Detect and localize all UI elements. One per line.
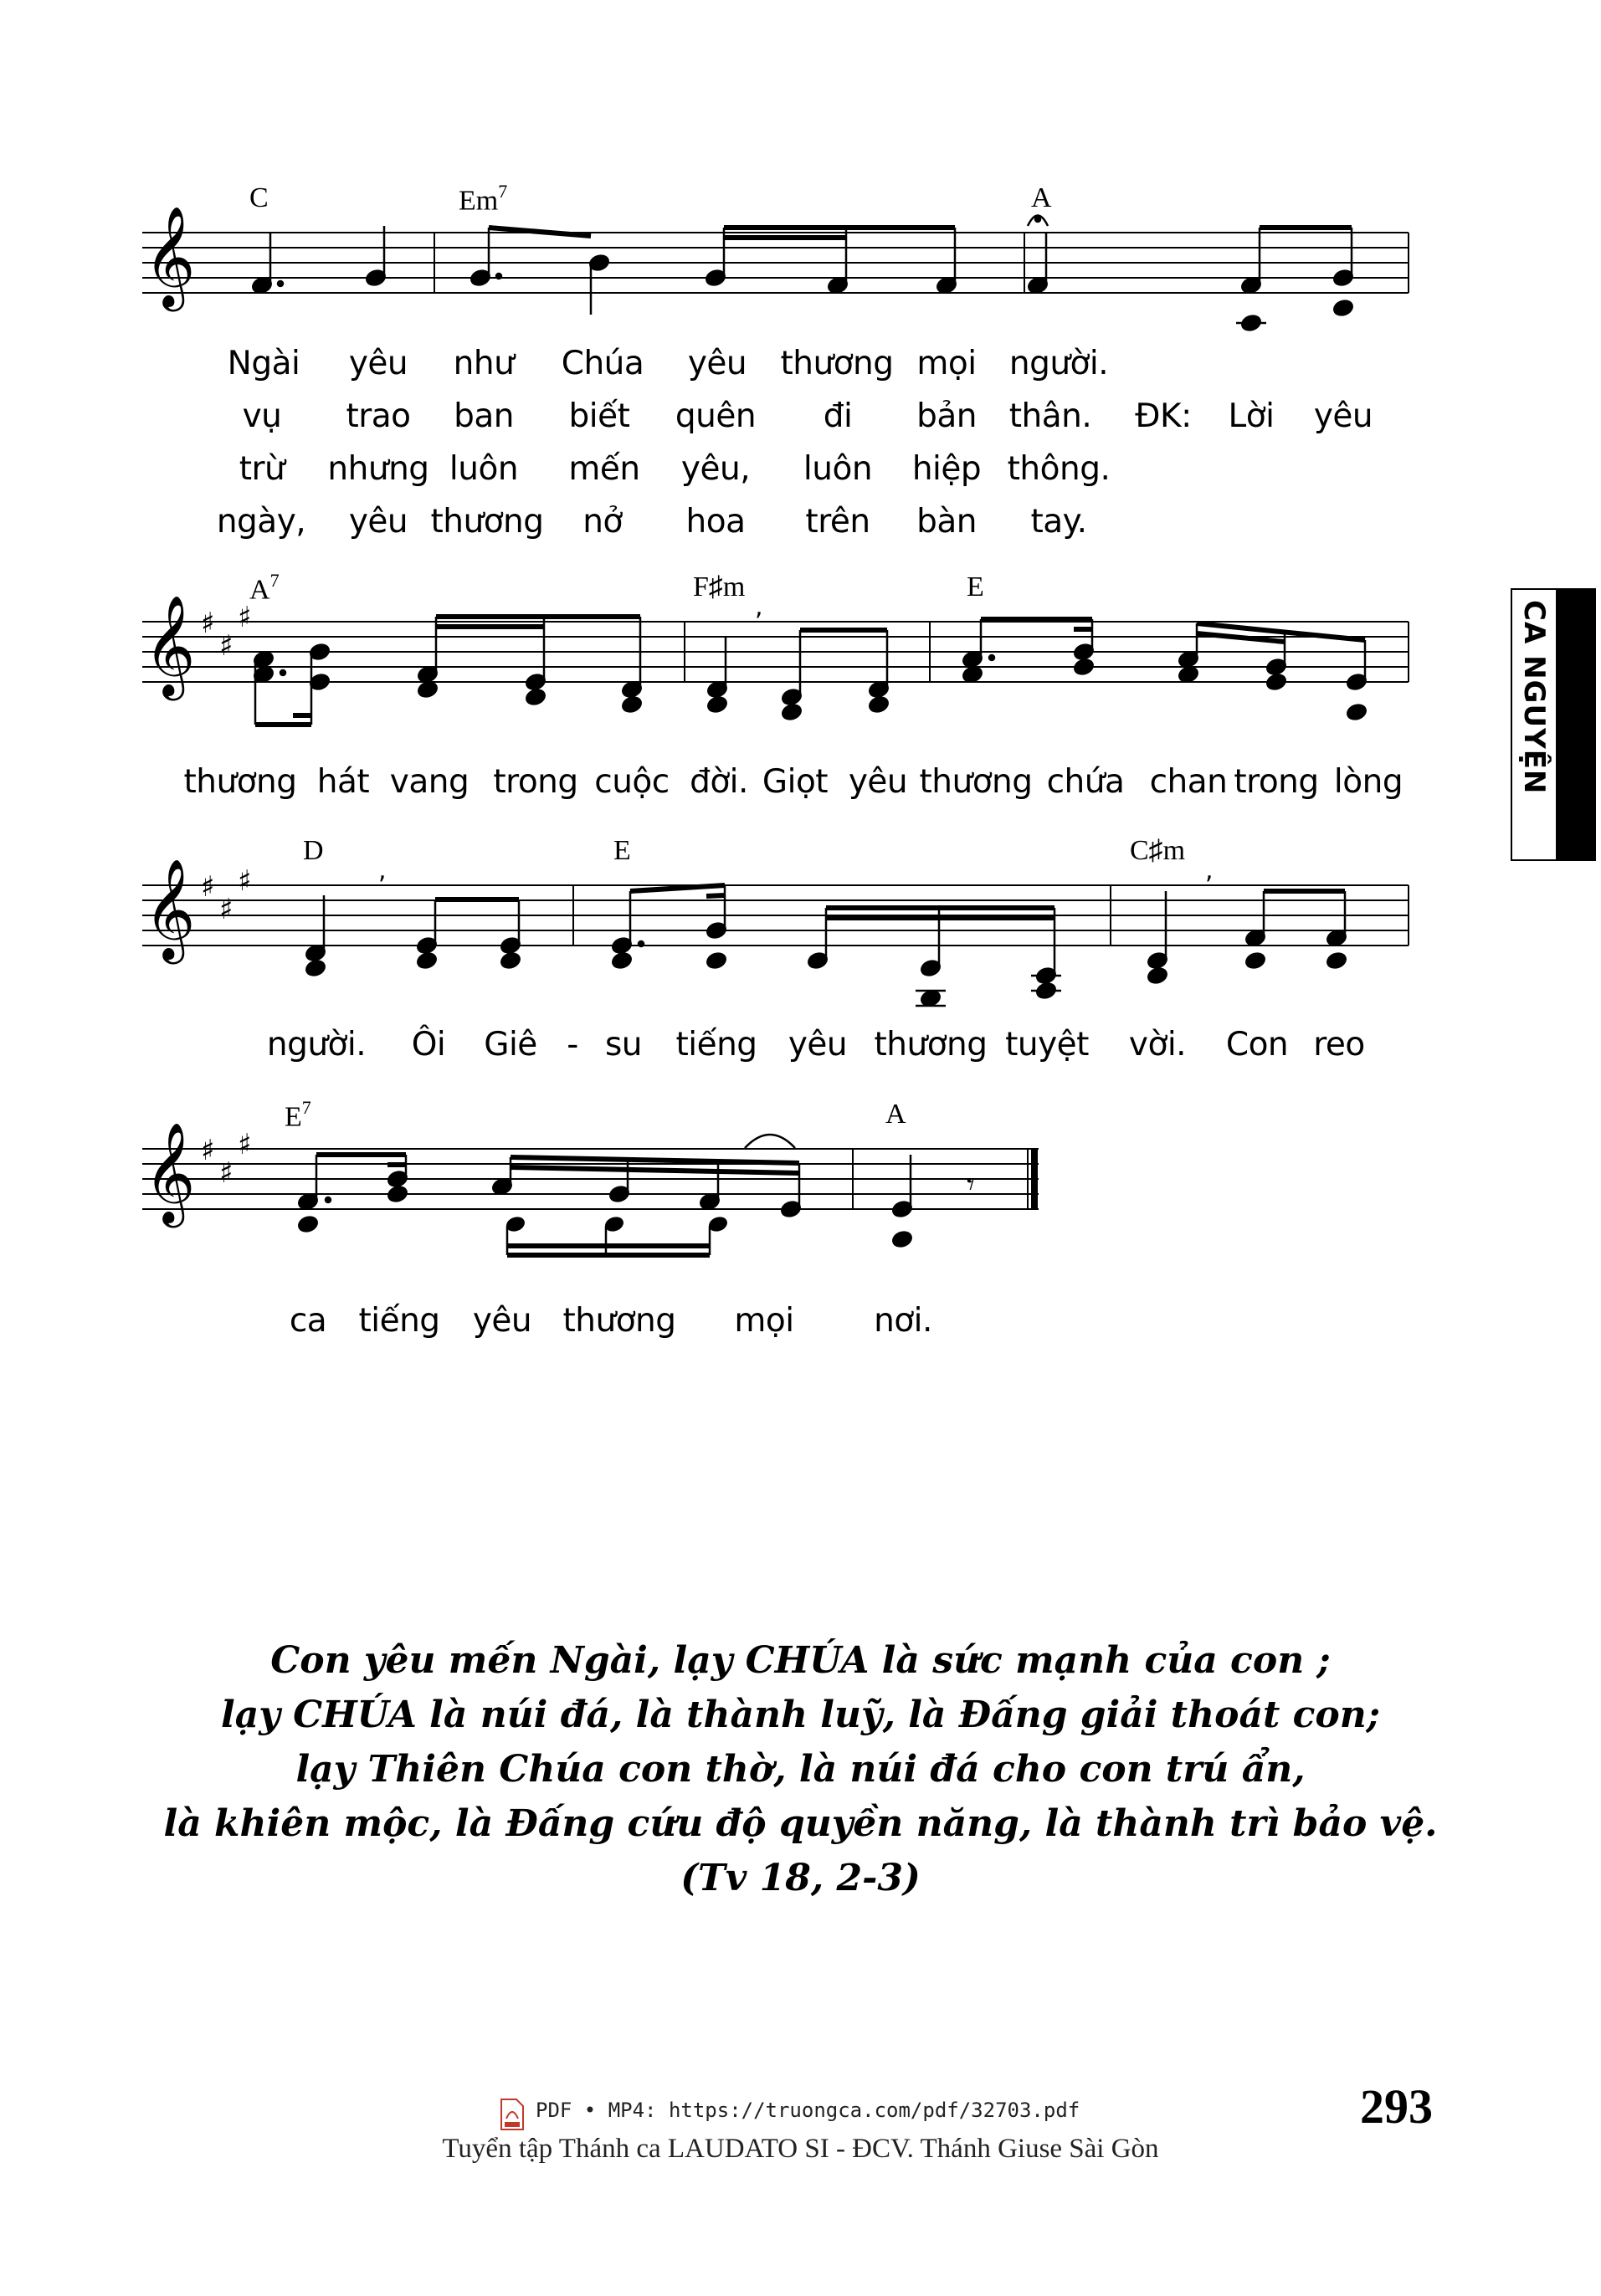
treble-clef-icon: 𝄞: [144, 205, 196, 307]
lyric-syllable: thương: [430, 503, 544, 541]
lyric-syllable: thương: [183, 763, 297, 801]
lyric-syllable: cuộc: [594, 763, 670, 801]
breath-mark-icon: ,: [378, 856, 387, 885]
lyric-syllable: thương: [919, 763, 1033, 801]
chord-label: E: [613, 835, 631, 866]
lyric-syllable: đời.: [690, 763, 748, 801]
lyric-syllable: ban: [454, 397, 514, 435]
lyric-syllable: luôn: [449, 450, 519, 488]
lyric-syllable: trên: [805, 503, 870, 541]
lyric-syllable: vời.: [1128, 1026, 1187, 1063]
lyric-syllable: vụ: [242, 397, 282, 435]
lyric-syllable: tuyệt: [1005, 1026, 1089, 1063]
lyric-syllable: hiệp: [911, 450, 982, 488]
lyric-syllable: quên: [675, 397, 757, 435]
staff-3: [142, 885, 1409, 946]
lyric-syllable: yêu: [348, 345, 408, 382]
quote-line: lạy CHÚA là núi đá, là thành luỹ, là Đấng giải thoát con;: [220, 1694, 1380, 1736]
lyric-syllable: trong: [1234, 763, 1319, 801]
lyric-syllable: yêu,: [680, 450, 751, 488]
section-tab-box: [1511, 588, 1557, 861]
lyric-syllable: nhưng: [327, 450, 429, 488]
lyric-syllable: Giê: [484, 1026, 537, 1063]
sharp-icon: ♯: [219, 893, 233, 926]
sharp-icon: ♯: [219, 1156, 233, 1190]
lyric-syllable: Lời: [1228, 397, 1275, 435]
quote-reference: (Tv 18, 2-3): [680, 1857, 921, 1899]
lyric-syllable: người.: [1008, 345, 1109, 382]
treble-clef-icon: 𝄞: [144, 858, 196, 960]
lyric-syllable: nơi.: [874, 1302, 932, 1340]
quote-line: lạy Thiên Chúa con thờ, là núi đá cho con trú ẩn,: [295, 1748, 1306, 1791]
sharp-icon: ♯: [201, 870, 215, 904]
lyric-syllable: biết: [568, 397, 630, 435]
lyric-syllable: bản: [916, 397, 977, 435]
lyric-syllable: yêu: [348, 503, 408, 541]
section-tab-label: CA NGUYỆN: [1517, 600, 1551, 795]
lyric-syllable: lòng: [1333, 763, 1403, 801]
lyric-syllable: trừ: [239, 450, 285, 488]
lyric-syllable: -: [567, 1026, 578, 1063]
lyric-syllable: Giọt: [762, 763, 829, 801]
lyric-syllable: chứa: [1046, 763, 1125, 801]
lyric-syllable: ca: [289, 1302, 327, 1340]
lyric-syllable: thân.: [1008, 397, 1092, 435]
pdf-source-link[interactable]: PDF • MP4: https://truongca.com/pdf/32703.pdf: [536, 2099, 1080, 2122]
lyric-syllable: Ôi: [411, 1026, 446, 1063]
page-number: 293: [1360, 2079, 1433, 2134]
lyric-syllable: tiếng: [675, 1026, 757, 1063]
lyric-syllable: Ngài: [227, 345, 300, 382]
lyric-syllable: luôn: [803, 450, 873, 488]
chord-label: $A^7$: [249, 570, 280, 606]
lyric-syllable: Con: [1225, 1026, 1289, 1063]
breath-mark-icon: ,: [1205, 856, 1214, 885]
sharp-icon: ♯: [219, 629, 233, 663]
chord-label: E: [967, 571, 984, 602]
lyric-syllable: su: [604, 1026, 643, 1063]
lyric-syllable: yêu: [472, 1302, 532, 1340]
quote-line: là khiên mộc, là Đấng cứu độ quyền năng, là thành trì bảo vệ.: [163, 1802, 1438, 1845]
treble-clef-icon: 𝄞: [144, 594, 196, 696]
sharp-icon: ♯: [238, 601, 252, 634]
lyric-syllable: vang: [389, 763, 470, 801]
lyric-syllable: yêu: [788, 1026, 848, 1063]
chord-label: D: [303, 835, 324, 866]
sharp-icon: ♯: [238, 864, 252, 898]
lyric-syllable: trong: [493, 763, 578, 801]
chord-label: Em$^7$: [459, 181, 508, 217]
section-side-tab: [1511, 588, 1596, 859]
lyric-syllable: yêu: [1313, 397, 1373, 435]
lyric-syllable: mọi: [734, 1302, 794, 1340]
staff-1: [142, 233, 1409, 293]
lyric-syllable: thương: [874, 1026, 988, 1063]
chord-label: C: [249, 182, 269, 213]
lyric-syllable: đi: [823, 397, 853, 435]
lyric-syllable: mọi: [916, 345, 977, 382]
sharp-icon: ♯: [201, 607, 215, 640]
lyric-syllable: tay.: [1030, 503, 1087, 541]
lyric-syllable: thương: [562, 1302, 676, 1340]
lyric-syllable: chan: [1149, 763, 1228, 801]
lyric-syllable: nở: [582, 503, 623, 541]
sharp-icon: ♯: [238, 1128, 252, 1161]
lyric-syllable: Chúa: [561, 345, 644, 382]
lyric-syllable: trao: [346, 397, 411, 435]
pdf-icon: [500, 2099, 525, 2130]
breath-mark-icon: ,: [755, 592, 763, 622]
chord-label: C♯m: [1130, 835, 1186, 866]
lyric-syllable: hoa: [685, 503, 746, 541]
scripture-quote: [0, 1633, 1601, 1905]
lyric-syllable: mến: [568, 450, 640, 488]
lyric-syllable: thông.: [1007, 450, 1111, 488]
chord-label: $E^7$: [285, 1097, 311, 1133]
treble-clef-icon: 𝄞: [144, 1121, 196, 1223]
chord-label: F♯m: [693, 571, 746, 602]
staff-2: [142, 622, 1409, 682]
lyric-syllable: người.: [266, 1026, 367, 1063]
sharp-icon: ♯: [201, 1134, 215, 1167]
lyric-syllable: reo: [1313, 1026, 1365, 1063]
book-footer: Tuyển tập Thánh ca LAUDATO SI - ĐCV. Thánh Giuse Sài Gòn: [442, 2134, 1159, 2164]
eighth-rest-icon: 𝄾: [967, 1168, 975, 1202]
lyric-syllable: yêu: [848, 763, 908, 801]
lyric-syllable: hát: [316, 763, 370, 801]
section-tab-bar: [1557, 588, 1596, 861]
lyric-syllable: thương: [780, 345, 894, 382]
quote-line: Con yêu mến Ngài, lạy CHÚA là sức mạnh của con ;: [270, 1639, 1331, 1682]
lyric-syllable: như: [453, 345, 515, 382]
chord-label: A: [885, 1099, 906, 1130]
lyric-syllable: tiếng: [358, 1302, 440, 1340]
lyric-syllable: ngày,: [216, 503, 306, 541]
chord-label: A: [1031, 182, 1052, 213]
lyric-syllable: yêu: [687, 345, 747, 382]
lyric-syllable: bàn: [916, 503, 977, 541]
lyric-syllable: ĐK:: [1135, 397, 1192, 435]
